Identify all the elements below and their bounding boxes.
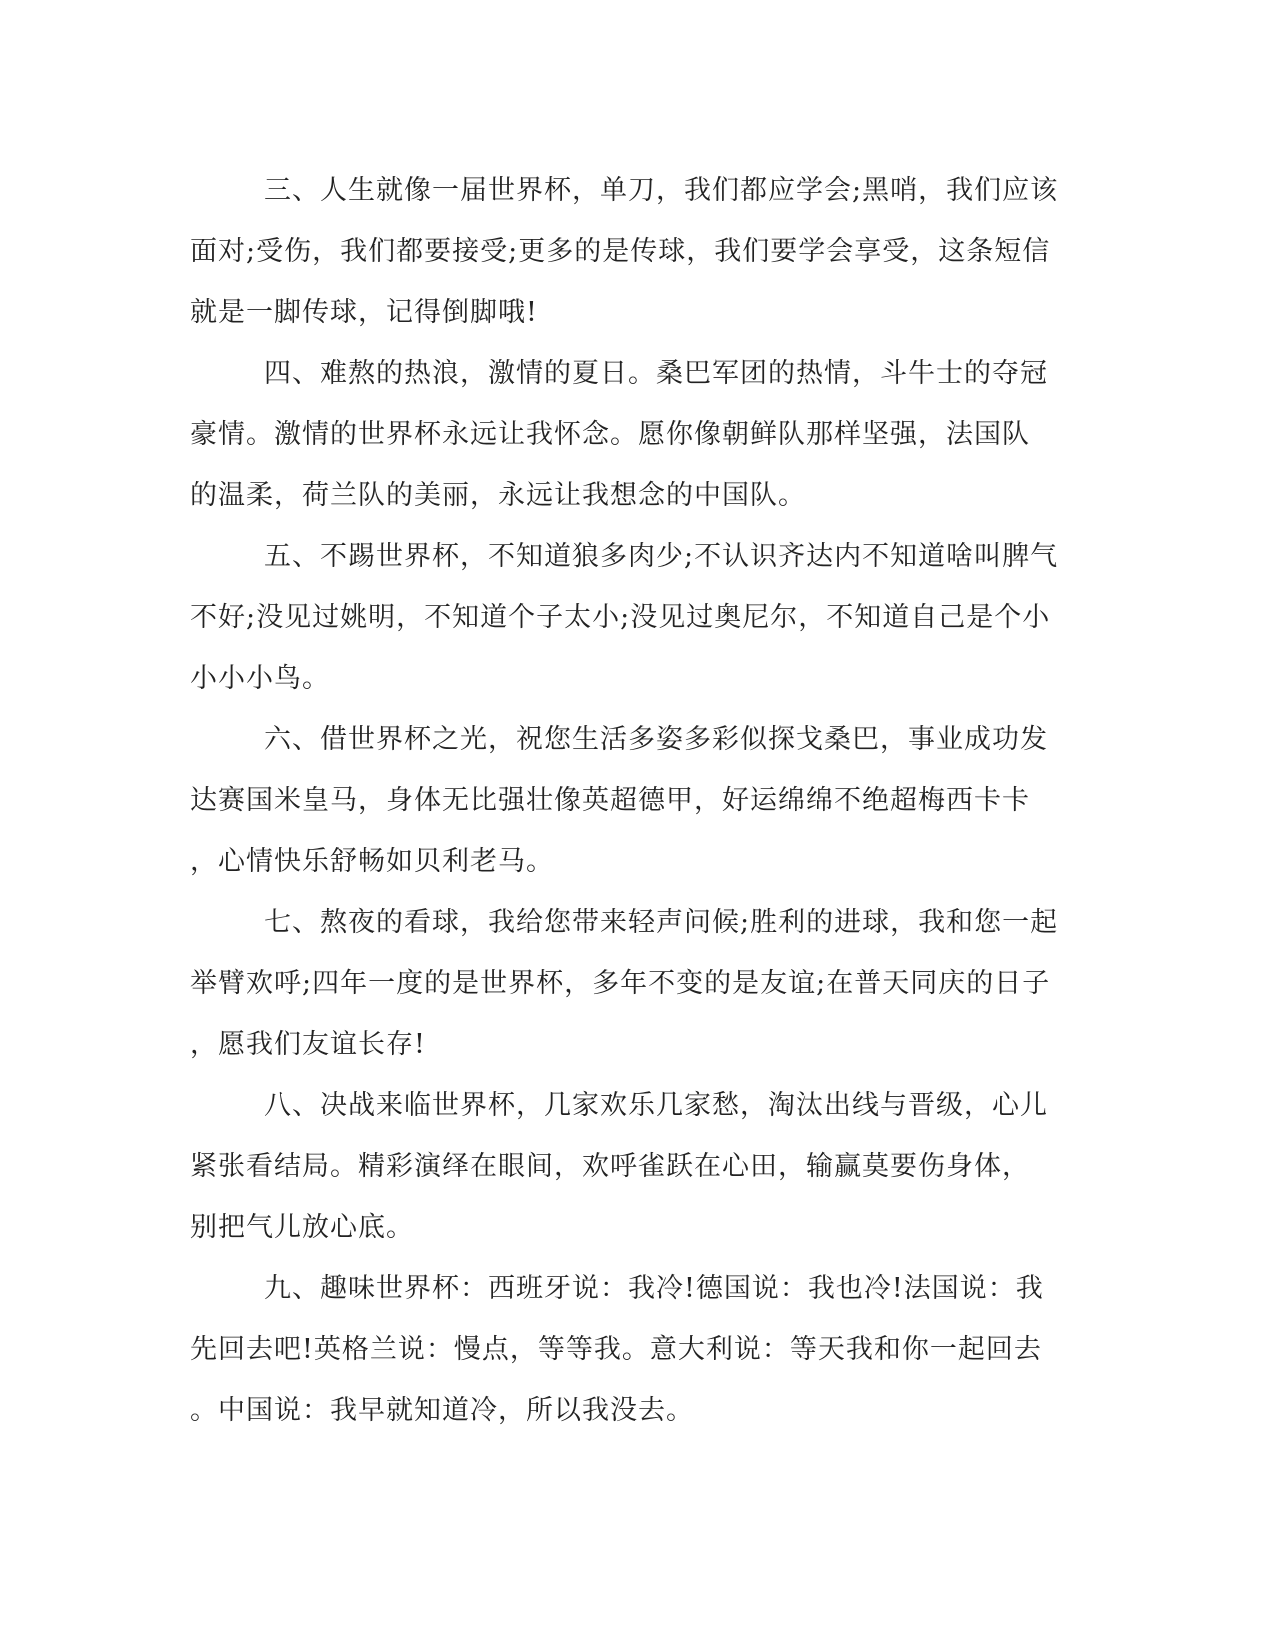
paragraph-line: ，心情快乐舒畅如贝利老马。 [190,846,554,877]
paragraph-line: 七、熬夜的看球，我给您带来轻声问候;胜利的进球，我和您一起 [264,907,1059,938]
paragraph-5 [190,526,1090,709]
paragraph-line: 豪情。激情的世界杯永远让我怀念。愿你像朝鲜队那样坚强，法国队 [190,419,1030,450]
paragraph-line: 的温柔，荷兰队的美丽，永远让我想念的中国队。 [190,480,806,511]
paragraph-line: ，愿我们友谊长存! [190,1029,426,1060]
paragraph-line: 别把气儿放心底。 [190,1212,414,1243]
paragraph-line: 九、趣味世界杯：西班牙说：我冷!德国说：我也冷!法国说：我 [264,1273,1044,1304]
paragraph-4 [190,343,1090,526]
paragraph-7 [190,892,1090,1075]
paragraph-line: 八、决战来临世界杯，几家欢乐几家愁，淘汰出线与晋级，心儿 [264,1090,1048,1121]
paragraph-3 [190,160,1090,343]
paragraph-line: 就是一脚传球，记得倒脚哦! [190,297,538,328]
paragraph-line: 。中国说：我早就知道冷，所以我没去。 [190,1395,694,1426]
paragraph-line: 三、人生就像一届世界杯，单刀，我们都应学会;黑哨，我们应该 [264,175,1059,206]
paragraph-line: 小小小鸟。 [190,663,330,694]
paragraph-line: 不好;没见过姚明，不知道个子太小;没见过奥尼尔，不知道自己是个小 [190,602,1051,633]
paragraph-9 [190,1258,1090,1441]
paragraph-line: 先回去吧!英格兰说：慢点，等等我。意大利说：等天我和你一起回去 [190,1334,1042,1365]
paragraph-line: 六、借世界杯之光，祝您生活多姿多彩似探戈桑巴，事业成功发 [264,724,1048,755]
paragraph-line: 紧张看结局。精彩演绎在眼间，欢呼雀跃在心田，输赢莫要伤身体， [190,1151,1030,1182]
paragraph-8 [190,1075,1090,1258]
paragraph-line: 举臂欢呼;四年一度的是世界杯，多年不变的是友谊;在普天同庆的日子 [190,968,1051,999]
paragraph-line: 五、不踢世界杯，不知道狼多肉少;不认识齐达内不知道啥叫脾气 [264,541,1059,572]
paragraph-6 [190,709,1090,892]
paragraph-line: 四、难熬的热浪，激情的夏日。桑巴军团的热情，斗牛士的夺冠 [264,358,1048,389]
document-body [190,160,1090,1441]
paragraph-line: 面对;受伤，我们都要接受;更多的是传球，我们要学会享受，这条短信 [190,236,1051,267]
paragraph-line: 达赛国米皇马，身体无比强壮像英超德甲，好运绵绵不绝超梅西卡卡 [190,785,1030,816]
